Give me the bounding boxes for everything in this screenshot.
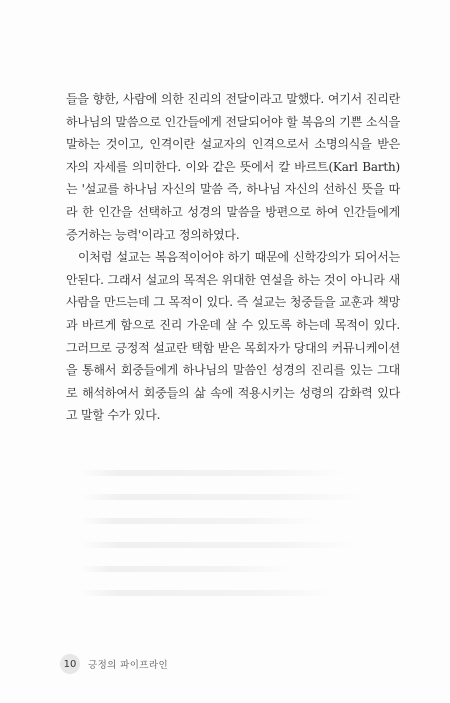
paragraph: 들을 향한, 사람에 의한 진리의 전달이라고 말했다. 여기서 진리란 하나님의 말씀으로 인간들에게 전달되어야 할 복음의 기쁜 소식을 말하는 것이고, 인격이란 설교자의 인격으로서 소명의식을 받은 자의 자세를 의미한다. 이와 같은 뜻에서 칼 바르트(Karl Barth)는 '설교를 하나님 자신의 말씀 즉, 하나님 자신의 선하신 뜻을 따라 한 인간을 선택하고 성경의 말씀을 방편으로 하여 인간들에게 증거하는 능력'이라고 정의하였다.: [66, 92, 400, 242]
page-footer: [60, 654, 168, 674]
paragraph: 이처럼 설교는 복음적이어야 하기 때문에 신학강의가 되어서는 안된다. 그래서 설교의 목적은 위대한 연설을 하는 것이 아니라 새사람을 만드는데 그 목적이 있다. 즉 설교는 청중들을 교훈과 책망과 바르게 함으로 진리 가운데 살 수 있도록 하는데 목적이 있다. 그러므로 긍정적 설교란 택함 받은 목회자가 당대의 커뮤니케이션을 통해서 회중들에게 하나님의 말씀인 성경의 진리를 있는 그대로 해석하여서 회중들의 삶 속에 적용시키는 성령의 감화력 있다고 말할 수가 있다.: [66, 250, 400, 423]
page-number: 10: [60, 654, 80, 674]
running-title: 긍정의 파이프라인: [88, 660, 169, 671]
show-through-text: [80, 470, 380, 610]
body-text: [66, 88, 400, 427]
